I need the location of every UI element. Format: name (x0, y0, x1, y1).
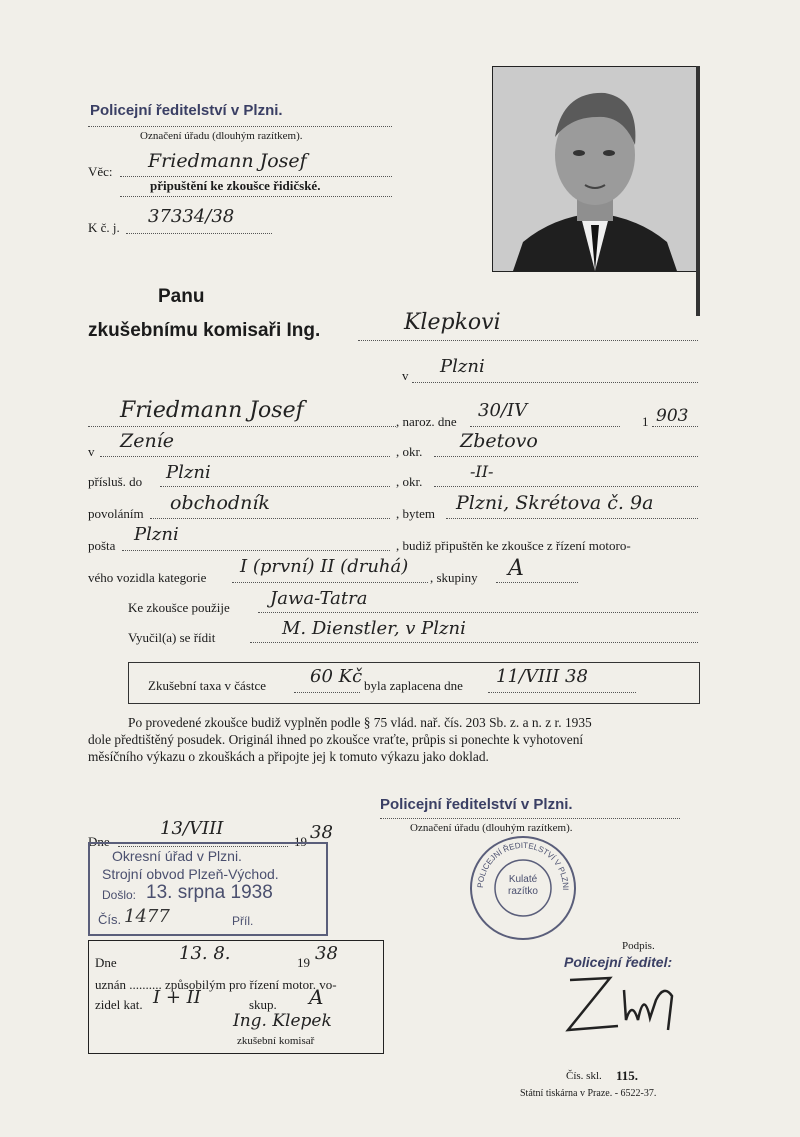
domicile-district-line (434, 486, 698, 487)
pripusten-text: , budiž připuštěn ke zkoušce z řízení motoro- (396, 538, 631, 553)
received-stamp-line2: Strojní obvod Plzeň-Východ. (102, 866, 279, 882)
office-stamp-line (380, 818, 680, 819)
kc-label: K č. j. (88, 220, 120, 235)
received-stamp-cis-value: 1477 (124, 906, 170, 927)
post-line (122, 550, 390, 551)
photo-edge (696, 66, 700, 316)
director-signature-icon (540, 960, 720, 1040)
footer-skl-value: 115. (616, 1068, 639, 1083)
result-categories: I + II (153, 987, 201, 1008)
portrait-icon (493, 67, 697, 271)
office-stamp-text: Policejní ředitelství v Plzni. (380, 796, 573, 813)
date-year: 38 (310, 822, 333, 843)
footer-printer: Státní tiskárna v Praze. - 6522-37. (520, 1088, 657, 1099)
instruction-line-1: Po provedené zkoušce budiž vyplněn podle § 75 vlád. nař. čís. 203 Sb. z. a n. z r. 1935 (128, 715, 592, 730)
result-year-prefix: 19 (297, 955, 310, 970)
result-dne-label: Dne (95, 955, 117, 970)
birth-date: 30/IV (478, 400, 528, 421)
posta-label: pošta (88, 538, 116, 553)
skupiny-label: , skupiny (430, 570, 478, 585)
fee-date-line (488, 692, 636, 693)
footer-skl-label: Čís. skl. (566, 1070, 602, 1082)
povolanim-label: povoláním (88, 506, 144, 521)
kc-value: 37334/38 (148, 206, 235, 227)
profession: obchodník (170, 492, 270, 514)
received-stamp-cis-label: Čís. (98, 912, 122, 927)
instructor: M. Dienstler, v Plzni (282, 618, 466, 639)
vec-label: Věc: (88, 164, 113, 179)
residence-line (446, 518, 698, 519)
residence: Plzni, Skrétova č. 9a (456, 492, 654, 514)
office-caption: Označení úřadu (dlouhým razítkem). (140, 130, 303, 142)
fee-amount-line (294, 692, 360, 693)
vozidla-label: vého vozidla kategorie (88, 570, 207, 585)
naroz-label: , naroz. dne (396, 414, 457, 429)
received-stamp-dosl-label: Došlo: (102, 888, 137, 902)
fee-date: 11/VIII 38 (496, 666, 588, 687)
instruction-line-3: měsíčního výkazu o zkouškách a připojte jej k tomuto výkazu jako doklad. (88, 749, 489, 764)
instructions (88, 714, 700, 765)
result-line3-prefix: zidel kat. (95, 997, 143, 1012)
result-year: 38 (315, 943, 338, 964)
fee-label: Zkušební taxa v částce (148, 678, 267, 693)
commissioner-line (358, 340, 698, 341)
birth-okr-label: , okr. (396, 444, 423, 459)
instruction-line-2: dole předtištěný posudek. Originál ihned po zkoušce vraťte, průpis si ponechte k vyhotovení (88, 732, 584, 747)
seal-center-text: Kulaté razítko (507, 874, 538, 897)
date-value: 13/VIII (160, 818, 224, 839)
panu-label: Panu (158, 286, 205, 307)
bytem-label: , bytem (396, 506, 435, 521)
received-stamp-date: 13. srpna 1938 (146, 882, 273, 903)
kc-line (126, 233, 272, 234)
result-skup-label: skup. (249, 997, 277, 1012)
birthplace: Zeníe (120, 430, 175, 452)
birth-year-line (652, 426, 698, 427)
received-stamp-pril-label: Příl. (232, 914, 254, 928)
commissioner-title: zkušebnímu komisaři Ing. (88, 320, 321, 341)
office-heading: Policejní ředitelství v Plzni. (90, 102, 283, 119)
vehicle-group: A (508, 556, 524, 581)
domicile-district: -II- (470, 462, 494, 481)
domicile-okr-label: , okr. (396, 474, 423, 489)
result-date: 13. 8. (179, 943, 231, 964)
seal-ring-text: POLICEJNÍ ŘEDITELSTVÍ V PLZNI (475, 840, 571, 891)
office-line (88, 126, 392, 127)
fee-paid-label: byla zaplacena dne (364, 678, 463, 693)
post-office: Plzni (134, 524, 179, 545)
birth-district: Zbetovo (460, 430, 538, 452)
date-year-prefix: 19 (294, 834, 307, 849)
received-stamp (88, 842, 328, 936)
vehicle-category: I (první) II (druhá) (240, 556, 409, 577)
instructor-line (250, 642, 698, 643)
received-stamp-line1: Okresní úřad v Plzni. (112, 848, 242, 864)
profession-line (150, 518, 390, 519)
name-line (88, 426, 396, 427)
category-line (232, 582, 428, 583)
director-label: Policejní ředitel: (564, 954, 673, 970)
result-box (88, 940, 384, 1054)
birth-date-line (470, 426, 620, 427)
birthplace-line (100, 456, 390, 457)
date-dne-label: Dne (88, 834, 110, 849)
fee-amount: 60 Kč (310, 666, 363, 687)
vec-line (120, 176, 392, 177)
group-line (496, 582, 578, 583)
commissioner-signature: Ing. Klepek (233, 1011, 332, 1031)
year-prefix: 1 (642, 414, 649, 429)
police-seal (470, 836, 576, 940)
addressee-city-line (412, 382, 698, 383)
portrait-photo (492, 66, 698, 272)
addressee-city: Plzni (440, 356, 485, 377)
vec-subject: připuštění ke zkoušce řidičské. (150, 178, 321, 193)
applicant-name: Friedmann Josef (120, 398, 304, 423)
instructor-label: Vyučil(a) se řídit (128, 630, 216, 645)
vehicle-used-label: Ke zkoušce použije (128, 600, 230, 615)
vehicle-used-line (258, 612, 698, 613)
domicile-line (160, 486, 390, 487)
prislus-label: přísluš. do (88, 474, 143, 489)
result-group: A (309, 985, 324, 1009)
birth-district-line (434, 456, 698, 457)
office-stamp-caption: Označení úřadu (dlouhým razítkem). (410, 822, 573, 834)
birthplace-v-label: v (88, 444, 95, 459)
vec-name: Friedmann Josef (148, 150, 307, 172)
commissioner-caption: zkušební komisař (237, 1035, 315, 1047)
addressee-v-label: v (402, 368, 409, 383)
birth-year: 903 (656, 406, 689, 426)
commissioner-name: Klepkovi (404, 310, 501, 335)
vec-subject-line (120, 196, 392, 197)
podpis-label: Podpis. (622, 940, 655, 952)
result-line2: uznán .......... způsobilým pro řízení motor. vo- (95, 977, 337, 992)
domicile: Plzni (166, 462, 211, 483)
vehicle-used: Jawa-Tatra (270, 588, 368, 609)
